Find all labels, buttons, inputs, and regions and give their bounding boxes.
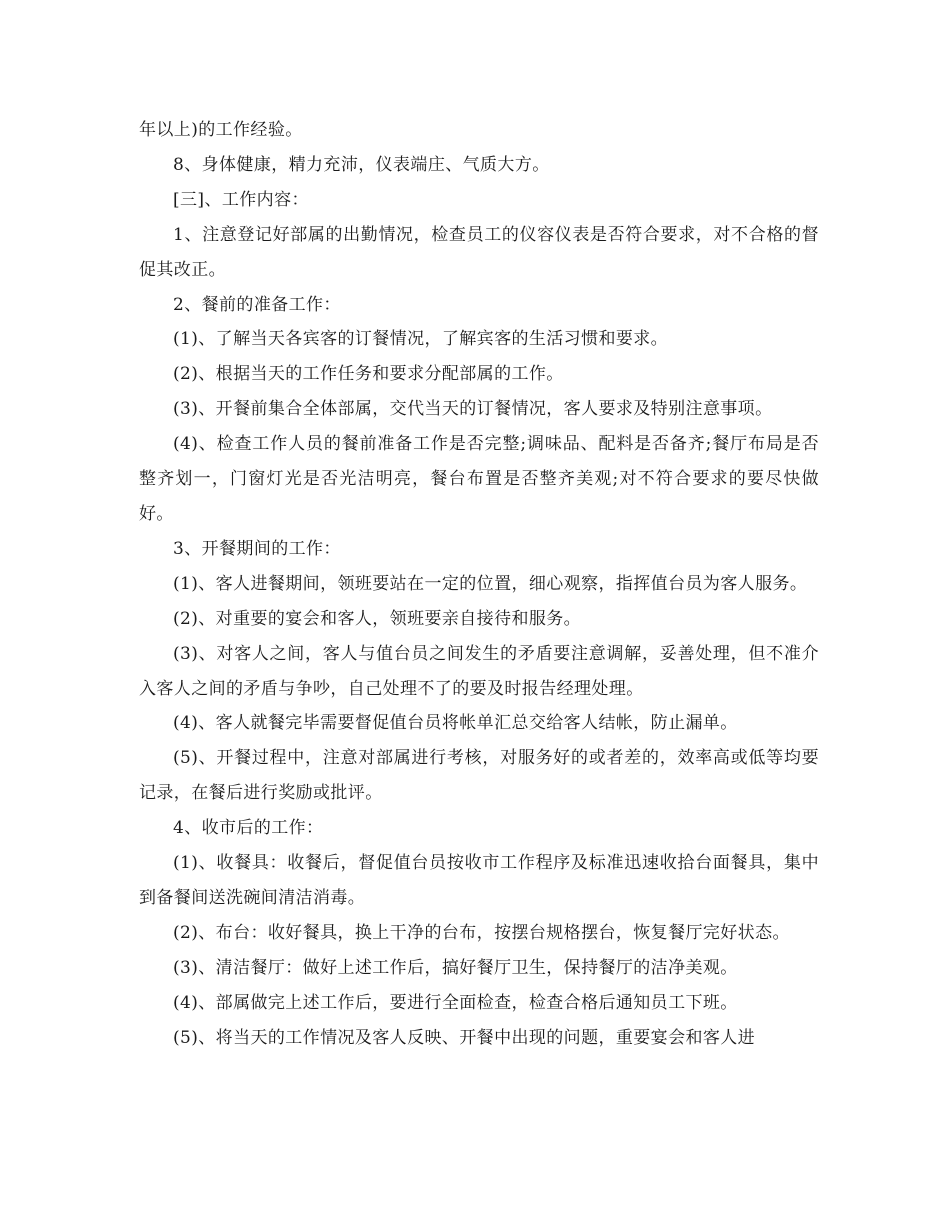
paragraph: 1、注意登记好部属的出勤情况，检查员工的仪容仪表是否符合要求，对不合格的督促其改正。	[139, 224, 819, 280]
list-item: (4)、部属做完上述工作后，要进行全面检查，检查合格后通知员工下班。	[173, 992, 738, 1013]
subsection-heading: 4、收市后的工作：	[173, 818, 324, 839]
document-body	[139, 113, 819, 1055]
list-item: (1)、了解当天各宾客的订餐情况，了解宾客的生活习惯和要求。	[173, 329, 669, 350]
list-item: (4)、检查工作人员的餐前准备工作是否完整;调味品、配料是否备齐;餐厅布局是否整齐划一，门窗灯光是否光洁明亮，餐台布置是否整齐美观;对不符合要求的要尽快做好。	[139, 434, 819, 524]
list-item: (2)、根据当天的工作任务和要求分配部属的工作。	[173, 364, 564, 385]
list-item: (4)、客人就餐完毕需要督促值台员将帐单汇总交给客人结帐，防止漏单。	[173, 713, 738, 734]
paragraph: 8、身体健康，精力充沛，仪表端庄、气质大方。	[173, 154, 550, 175]
list-item: (2)、对重要的宴会和客人，领班要亲自接待和服务。	[173, 608, 582, 629]
section-heading: [三]、工作内容：	[173, 189, 309, 210]
list-item: (3)、清洁餐厅：做好上述工作后，搞好餐厅卫生，保持餐厅的洁净美观。	[173, 957, 738, 978]
list-item: (1)、客人进餐期间，领班要站在一定的位置，细心观察，指挥值台员为客人服务。	[173, 573, 808, 594]
paragraph: 年以上)的工作经验。	[139, 120, 303, 140]
subsection-heading: 2、餐前的准备工作：	[173, 294, 341, 315]
list-item: (5)、开餐过程中，注意对部属进行考核，对服务好的或者差的，效率高或低等均要记录，在餐后进行奖励或批评。	[139, 748, 819, 804]
list-item: (2)、布台：收好餐具，换上干净的台布，按摆台规格摆台，恢复餐厅完好状态。	[173, 922, 790, 943]
list-item: (3)、对客人之间，客人与值台员之间发生的矛盾要注意调解，妥善处理，但不准介入客人之间的矛盾与争吵，自己处理不了的要及时报告经理处理。	[139, 643, 819, 699]
list-item: (3)、开餐前集合全体部属，交代当天的订餐情况，客人要求及特别注意事项。	[173, 399, 773, 420]
subsection-heading: 3、开餐期间的工作：	[173, 538, 341, 559]
list-item: (5)、将当天的工作情况及客人反映、开餐中出现的问题，重要宴会和客人进	[173, 1027, 756, 1048]
list-item: (1)、收餐具：收餐后，督促值台员按收市工作程序及标准迅速收拾台面餐具，集中到备餐间送洗碗间清洁消毒。	[139, 853, 819, 908]
